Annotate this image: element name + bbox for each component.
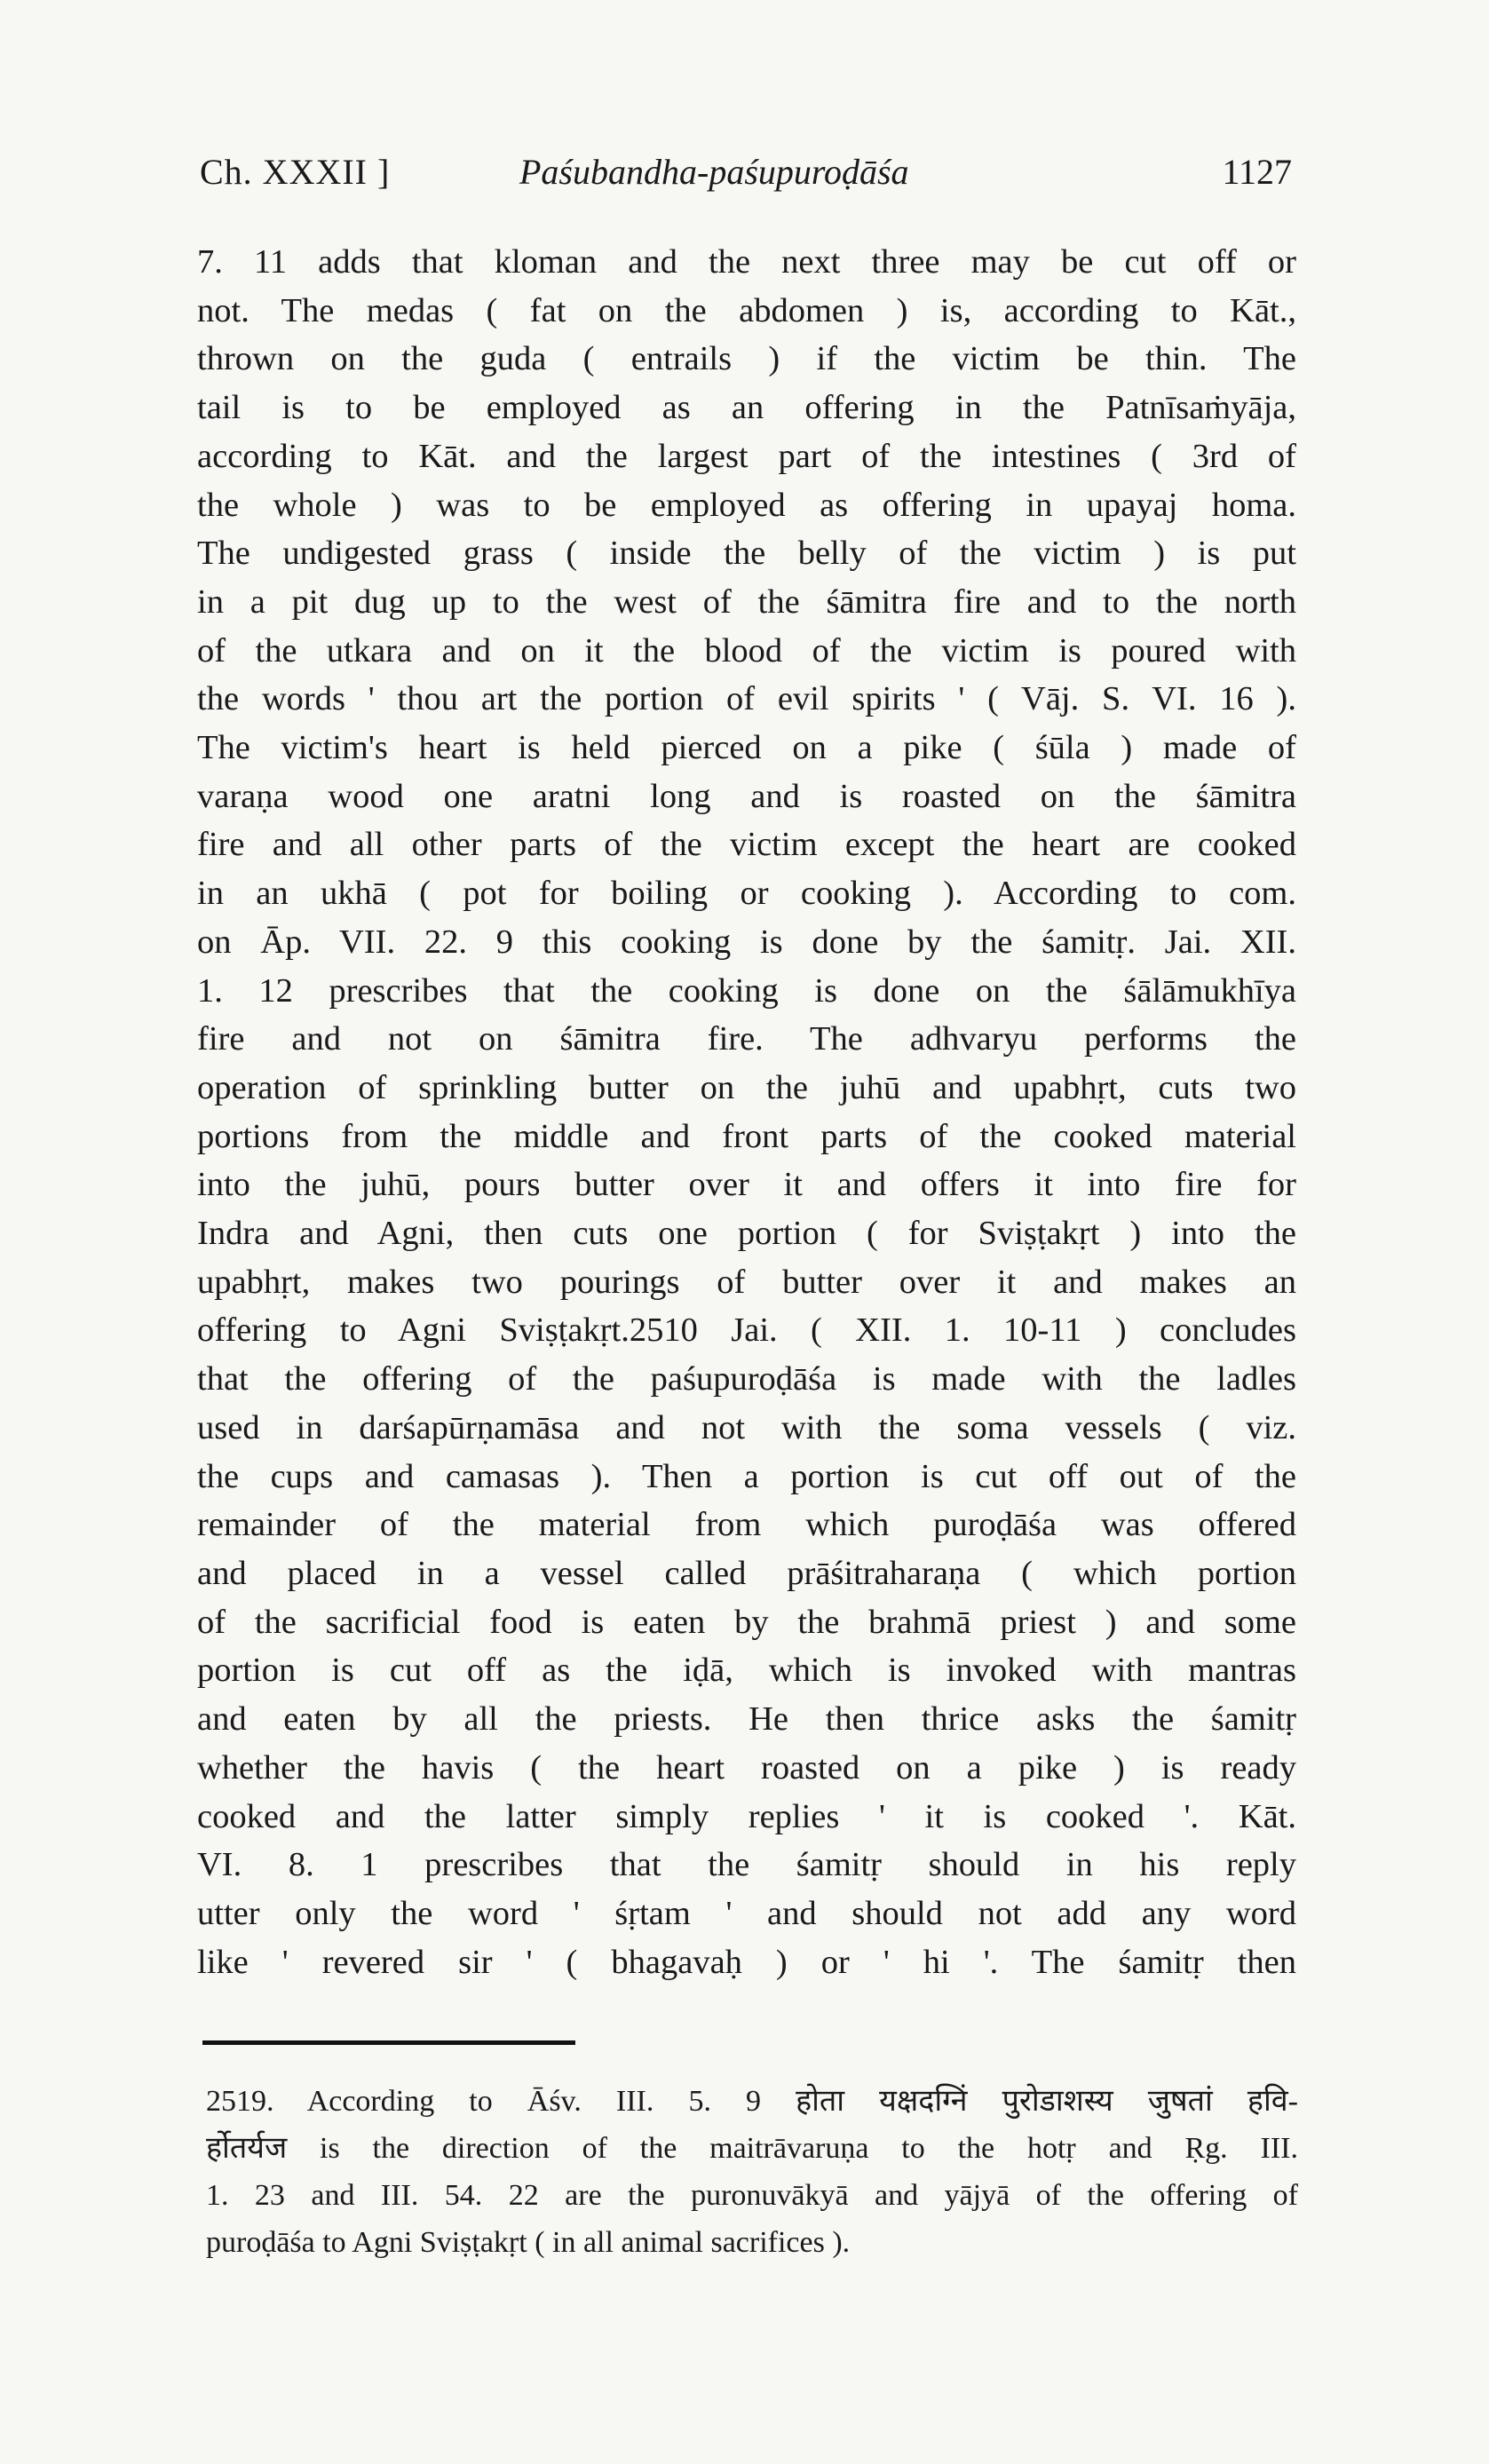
chapter-label: Ch. XXXII ] xyxy=(200,152,391,192)
text-line: tail is to be employed as an offering in the Patnīsaṁyāja, xyxy=(197,389,1296,427)
text-line: 1. 23 and III. 54. 22 are the puronuvākyā and yājyā of the offering of xyxy=(206,2179,1298,2212)
text-line: into the juhū, pours butter over it and offers it into fire for xyxy=(197,1166,1296,1204)
text-line: utter only the word ' śṛtam ' and should not add any word xyxy=(197,1894,1296,1932)
text-line: fire and not on śāmitra fire. The adhvaryu performs the xyxy=(197,1020,1296,1058)
text-line: according to Kāt. and the largest part of the intestines ( 3rd of xyxy=(197,437,1296,475)
running-title: Paśubandha-paśupuroḍāśa xyxy=(519,152,909,192)
text-line: 2519. According to Āśv. III. 5. 9 होता यक्षदग्निं पुरोडाशस्य जुषतां हवि- xyxy=(206,2085,1298,2118)
text-line: VI. 8. 1 prescribes that the śamitṛ should in his reply xyxy=(197,1846,1296,1884)
text-line: and placed in a vessel called prāśitraharaṇa ( which portion xyxy=(197,1554,1296,1592)
text-line: upabhṛt, makes two pourings of butter over it and makes an xyxy=(197,1263,1296,1301)
text-line: not. The medas ( fat on the abdomen ) is, according to Kāt., xyxy=(197,291,1296,329)
text-line: like ' revered sir ' ( bhagavaḥ ) or ' hi '. The śamitṛ then xyxy=(197,1943,1296,1981)
footnote xyxy=(206,2078,1298,2266)
text-line: 7. 11 adds that kloman and the next three may be cut off or xyxy=(197,243,1296,281)
text-line: The victim's heart is held pierced on a pike ( śūla ) made of xyxy=(197,729,1296,767)
text-line: र्होतर्यज is the direction of the maitrāvaruṇa to the hotṛ and Ṛg. III. xyxy=(206,2132,1298,2165)
text-line: the words ' thou art the portion of evil spirits ' ( Vāj. S. VI. 16 ). xyxy=(197,680,1296,718)
text-line: portions from the middle and front parts of the cooked material xyxy=(197,1117,1296,1155)
text-line: Indra and Agni, then cuts one portion ( for Sviṣṭakṛt ) into the xyxy=(197,1215,1296,1253)
page-number: 1127 xyxy=(1222,152,1292,192)
body-text xyxy=(197,238,1296,1986)
text-line: in a pit dug up to the west of the śāmitra fire and to the north xyxy=(197,582,1296,621)
text-line: offering to Agni Sviṣṭakṛt.2510 Jai. ( XII. 1. 10-11 ) concludes xyxy=(197,1311,1296,1350)
text-line: portion is cut off as the iḍā, which is invoked with mantras xyxy=(197,1652,1296,1690)
footnote-rule xyxy=(202,2040,575,2045)
text-line: fire and all other parts of the victim except the heart are cooked xyxy=(197,826,1296,864)
running-header xyxy=(200,151,1292,213)
text-line: cooked and the latter simply replies ' it is cooked '. Kāt. xyxy=(197,1797,1296,1835)
text-line: the whole ) was to be employed as offering in upayaj homa. xyxy=(197,486,1296,524)
text-line: of the utkara and on it the blood of the victim is poured with xyxy=(197,631,1296,669)
text-line: on Āp. VII. 22. 9 this cooking is done by the śamitṛ. Jai. XII. xyxy=(197,923,1296,961)
text-line: remainder of the material from which puroḍāśa was offered xyxy=(197,1506,1296,1544)
text-line: that the offering of the paśupuroḍāśa is made with the ladles xyxy=(197,1360,1296,1398)
text-line: 1. 12 prescribes that the cooking is done on the śālāmukhīya xyxy=(197,971,1296,1010)
text-line: puroḍāśa to Agni Sviṣṭakṛt ( in all animal sacrifices ). xyxy=(206,2226,851,2259)
text-line: varaṇa wood one aratni long and is roasted on the śāmitra xyxy=(197,777,1296,815)
text-line: operation of sprinkling butter on the juhū and upabhṛt, cuts two xyxy=(197,1068,1296,1106)
text-line: and eaten by all the priests. He then thrice asks the śamitṛ xyxy=(197,1700,1296,1739)
text-line: thrown on the guda ( entrails ) if the victim be thin. The xyxy=(197,340,1296,378)
text-line: of the sacrificial food is eaten by the brahmā priest ) and some xyxy=(197,1603,1296,1641)
text-line: The undigested grass ( inside the belly of the victim ) is put xyxy=(197,535,1296,573)
text-line: used in darśapūrṇamāsa and not with the soma vessels ( viz. xyxy=(197,1408,1296,1446)
text-line: the cups and camasas ). Then a portion is cut off out of the xyxy=(197,1457,1296,1495)
text-line: whether the havis ( the heart roasted on a pike ) is ready xyxy=(197,1748,1296,1787)
text-line: in an ukhā ( pot for boiling or cooking ). According to com. xyxy=(197,875,1296,913)
